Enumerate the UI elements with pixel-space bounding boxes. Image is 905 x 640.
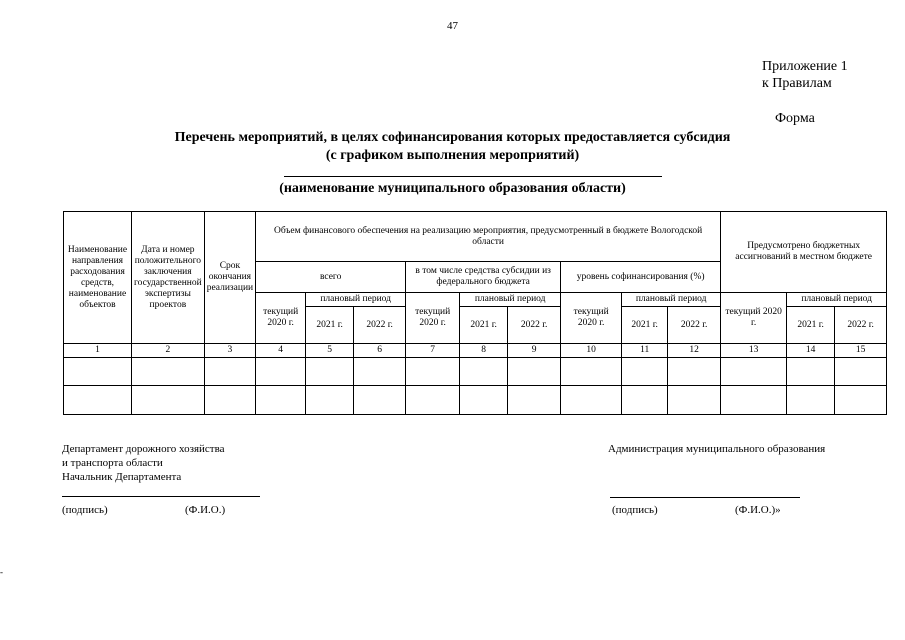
- document-subtitle: (с графиком выполнения мероприятий): [325, 148, 580, 163]
- table-cell: [354, 386, 406, 415]
- left-name-caption: (Ф.И.О.): [185, 504, 226, 516]
- column-number: 4: [256, 344, 306, 358]
- table-cell: [561, 386, 622, 415]
- table-cell: [561, 358, 622, 386]
- table-cell: [460, 358, 508, 386]
- left-org-line: Начальник Департамента: [62, 471, 182, 483]
- table-cell: [64, 358, 132, 386]
- table-cell: [256, 386, 306, 415]
- header-current-year: текущий 2020 г.: [256, 293, 306, 344]
- table-cell: [132, 358, 205, 386]
- header-federal: в том числе средства субсидии из федерального бюджета: [406, 262, 561, 293]
- header-year-2021: 2021 г.: [787, 307, 835, 344]
- table-cell: [508, 358, 561, 386]
- form-label: Форма: [775, 111, 815, 126]
- table-row: [64, 386, 887, 415]
- table-cell: [787, 358, 835, 386]
- header-regional-financing: Объем финансового обеспечения на реализацию мероприятия, предусмотренный в бюджете Вологодской области: [256, 212, 721, 262]
- right-signature-org: Администрация муниципального образования: [608, 443, 826, 455]
- table-cell: [835, 358, 887, 386]
- table-cell: [508, 386, 561, 415]
- table-cell: [204, 386, 255, 415]
- table-row: [64, 358, 887, 386]
- header-planned-period: плановый период: [460, 293, 561, 307]
- table-cell: [721, 386, 787, 415]
- column-number: 12: [668, 344, 721, 358]
- header-current-year: текущий 2020 г.: [406, 293, 460, 344]
- header-local-budget: Предусмотрено бюджетных ассигнований в местном бюджете: [721, 212, 887, 293]
- table-cell: [668, 358, 721, 386]
- header-total: всего: [256, 262, 406, 293]
- right-name-caption: (Ф.И.О.)»: [735, 504, 781, 516]
- header-year-2022: 2022 г.: [668, 307, 721, 344]
- table-cell: [668, 386, 721, 415]
- column-number: 5: [306, 344, 354, 358]
- table-cell: [354, 358, 406, 386]
- header-year-2021: 2021 г.: [460, 307, 508, 344]
- table-cell: [406, 386, 460, 415]
- municipality-fill-line: [284, 176, 662, 177]
- column-number: 8: [460, 344, 508, 358]
- table-cell: [622, 386, 668, 415]
- left-signature-line: [62, 496, 260, 497]
- left-org-line: Департамент дорожного хозяйства: [62, 443, 225, 455]
- activities-table: [63, 211, 887, 415]
- header-year-2022: 2022 г.: [354, 307, 406, 344]
- column-number: 3: [204, 344, 255, 358]
- corner-mark: -: [0, 567, 3, 577]
- header-cofinancing: уровень софинансирования (%): [561, 262, 721, 293]
- header-year-2021: 2021 г.: [306, 307, 354, 344]
- table-cell: [64, 386, 132, 415]
- appendix-reference: [762, 58, 848, 92]
- appendix-line: к Правилам: [762, 76, 832, 91]
- header-year-2022: 2022 г.: [835, 307, 887, 344]
- column-number: 11: [622, 344, 668, 358]
- column-number: 13: [721, 344, 787, 358]
- table-cell: [622, 358, 668, 386]
- header-current-year: текущий 2020 г.: [561, 293, 622, 344]
- table-cell: [721, 358, 787, 386]
- column-number: 10: [561, 344, 622, 358]
- header-planned-period: плановый период: [787, 293, 887, 307]
- right-signature-line: [610, 497, 800, 498]
- header-planned-period: плановый период: [306, 293, 406, 307]
- page-number: 47: [447, 20, 458, 32]
- column-number: 7: [406, 344, 460, 358]
- column-number: 6: [354, 344, 406, 358]
- table-cell: [306, 358, 354, 386]
- table-cell: [835, 386, 887, 415]
- document-title: Перечень мероприятий, в целях софинансирования которых предоставляется субсидия: [174, 130, 731, 145]
- table-cell: [787, 386, 835, 415]
- table-cell: [306, 386, 354, 415]
- header-year-2022: 2022 г.: [508, 307, 561, 344]
- header-expertise: Дата и номер положительного заключения государственной экспертизы проектов: [132, 212, 205, 344]
- column-number: 1: [64, 344, 132, 358]
- left-sign-caption: (подпись): [62, 504, 108, 516]
- column-number: 9: [508, 344, 561, 358]
- table-cell: [204, 358, 255, 386]
- header-planned-period: плановый период: [622, 293, 721, 307]
- municipality-caption: (наименование муниципального образования области): [279, 181, 626, 196]
- table-cell: [406, 358, 460, 386]
- header-deadline: Срок окончания реализации: [204, 212, 255, 344]
- table-cell: [132, 386, 205, 415]
- column-number: 15: [835, 344, 887, 358]
- table-cell: [460, 386, 508, 415]
- left-signature-org: [62, 442, 225, 484]
- appendix-line: Приложение 1: [762, 59, 848, 74]
- column-number: 14: [787, 344, 835, 358]
- column-number: 2: [132, 344, 205, 358]
- header-objects: Наименование направления расходования средств, наименование объектов: [64, 212, 132, 344]
- header-current-year: текущий 2020 г.: [721, 293, 787, 344]
- left-org-line: и транспорта области: [62, 457, 163, 469]
- header-year-2021: 2021 г.: [622, 307, 668, 344]
- table-cell: [256, 358, 306, 386]
- right-sign-caption: (подпись): [612, 504, 658, 516]
